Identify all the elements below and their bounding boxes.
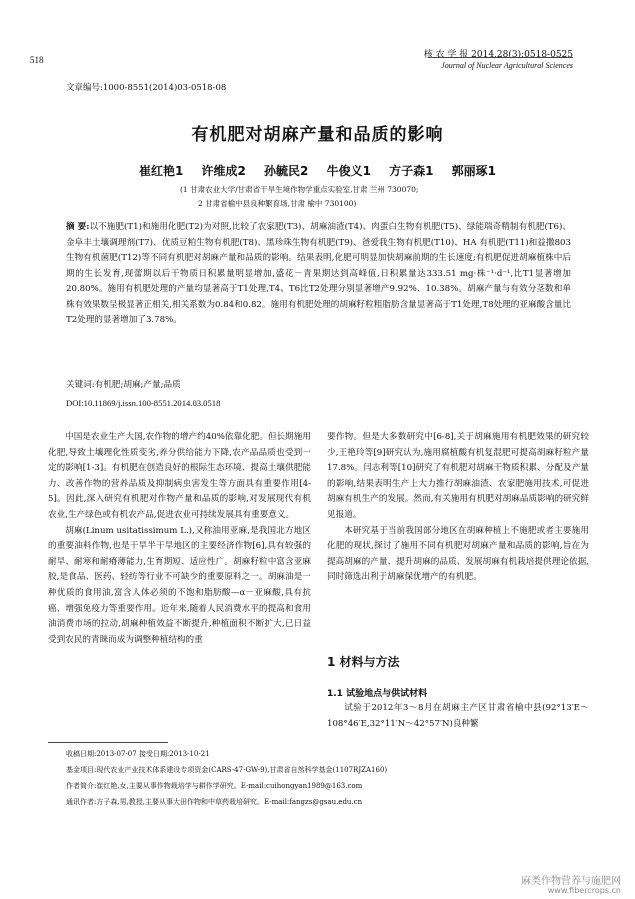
watermark-cn: 麻类作物营养与施肥网	[521, 876, 621, 887]
journal-name-cn: 核 农 学 报 2014,28(3):0518-0525	[423, 50, 573, 60]
section-heading: 1 材料与方法	[327, 655, 400, 669]
subsection-heading: 1.1 试验地点与供试材料	[327, 689, 428, 699]
footnote-corresponding: 通讯作者:方子森,男,教授,主要从事大田作物和中草药栽培研究。E-mail:fangzs@gsau.edu.cn	[66, 798, 363, 806]
footnote-funding: 基金项目:现代农业产业技术体系建设专项资金(CARS-47-GW-9),甘肃省自然科学基金(1107RJZA160)	[66, 766, 388, 774]
footnote-author-bio: 作者简介:崔红艳,女,主要从事作物栽培学与耕作学研究。E-mail:cuihongyan1989@163.com	[66, 782, 363, 790]
affiliation-1: (1 甘肃农业大学/甘肃省干旱生境作物学重点实验室,甘肃 兰州 730070;	[180, 185, 419, 194]
body-paragraph: 胡麻(Linum usitatissimum L.),又称油用亚麻,是我国北方地区的重要油料作物,也是干旱半干旱地区的主要经济作物[6],具有较强的耐旱、耐寒和耐瘠薄能力,生育期短、适应性广。胡麻籽粒中富含亚麻胶,是食品、医药、轻纺等行业不可缺少的重要原料之一。胡麻油是一种优质的食用油,富含人体必须的不饱和脂肪酸—α－亚麻酸,具有抗癌、增强免疫力等重要作用。近年来,随着人民消费水平的提高和食用油消费市场的拉动,胡麻种植效益不断提升,种植面积不断扩大,已日益受到农民的青睐而成为调整种植结构的重	[48, 525, 311, 645]
doi: DOI:10.11869/j.issn.100-8551.2014.03.0518	[66, 398, 221, 408]
header-divider	[428, 57, 573, 58]
footnote-dates: 收稿日期:2013-07-07 接受日期:2013-10-21	[66, 750, 210, 758]
journal-name-en: Journal of Nuclear Agricultural Sciences	[441, 61, 573, 70]
abstract-text: 以不施肥(T1)和施用化肥(T2)为对照,比较了农家肥(T3)、胡麻油渣(T4)、肉蛋白生物有机肥(T5)、绿能瑞奇精制有机肥(T6)、金阜丰土壤调理剂(T7)、优质豆粕生物有机肥(T8)、黑珍珠生物有机肥(T9)、爸爱我生物有机肥(T10)、HA 有机肥(T11)和益撒803生物有机菌肥(T12)等不同有机肥对胡麻产量和品质的影响。结果表明,化肥可明显加快胡麻前期的生长速度;有机肥促进胡麻植株中后期的生长发育,现蕾期以后干物质日积累量明显增加,盛花－青果期达到高峰值,日积累量达333.51 mg·株⁻¹·d⁻¹,比T1显著增加20.80%。施用有机肥处理的产量均显著高于T1处理,T4、T6比T2处理分别显著增产9.92%、10.38%。胡麻产量与有效分茎数和单株有效果数呈极显著正相关,相关系数为0.84和0.82。施用有机肥处理的胡麻籽粒粗脂肪含量显著高于T1处理,T8处理的亚麻酸含量比T2处理的显著增加了3.78%。	[66, 222, 571, 325]
abstract	[66, 220, 571, 329]
abstract-label: 摘 要:	[66, 222, 90, 232]
watermark-url: www.fibercrops.cn	[547, 886, 621, 895]
body-column-right-continued	[327, 701, 589, 732]
keywords: 关键词:有机肥;胡麻;产量;品质	[66, 380, 181, 390]
body-paragraph: 要作物。但是大多数研究中[6-8],关于胡麻施用有机肥效果的研究较少,王艳玲等[9]研究认为,施用腐植酸有机复混肥可提高胡麻籽粒产量17.8%。闫志利等[10]研究了有机肥对胡麻干物质积累、分配及产量的影响,结果表明生产上大力推行胡麻油渣、农家肥施用技术,可促进胡麻有机生产的发展。然而,有关施用有机肥对胡麻品质影响的研究鲜见报道。	[327, 432, 589, 520]
page-number: 518	[30, 55, 44, 65]
footnote-divider	[48, 742, 168, 743]
paper-title: 有机肥对胡麻产量和品质的影响	[191, 125, 444, 145]
affiliation-2: 2 甘肃省榆中县良种繁育场,甘肃 榆中 730100)	[198, 199, 357, 208]
author-list: 崔红艳1 许维成2 孙毓民2 牛俊义1 方子森1 郭丽琢1	[139, 164, 496, 178]
body-paragraph: 试验于2012年3～8月在胡麻主产区甘肃省榆中县(92°13′E～108°46′E,32°11′N～42°57′N)良种繁	[327, 703, 589, 729]
body-column-left	[48, 430, 311, 648]
article-number: 文章编号:1000-8551(2014)03-0518-08	[66, 83, 227, 93]
body-paragraph: 本研究基于当前我国部分地区在胡麻种植上不施肥或者主要施用化肥的现状,探讨了施用不同有机肥对胡麻产量和品质的影响,旨在为提高胡麻的产量、提升胡麻的品质、发展胡麻有机栽培提供理论依据,同时筛选出利于胡麻保优增产的有机肥。	[327, 525, 589, 583]
body-paragraph: 中国是农业生产大国,农作物的增产约40%依靠化肥。但长期施用化肥,导致土壤理化性质变劣,养分供给能力下降,农产品品质也受到一定的影响[1-3]。有机肥在创造良好的根际生态环境、提高土壤供肥能力、改善作物的营养品质及抑制病虫害发生等方面具有重要作用[4-5]。因此,深入研究有机肥对作物产量和品质的影响,对发展现代有机农业,生产绿色或有机农产品,促进农业可持续发展具有重要意义。	[48, 432, 311, 520]
body-column-right	[327, 430, 589, 586]
